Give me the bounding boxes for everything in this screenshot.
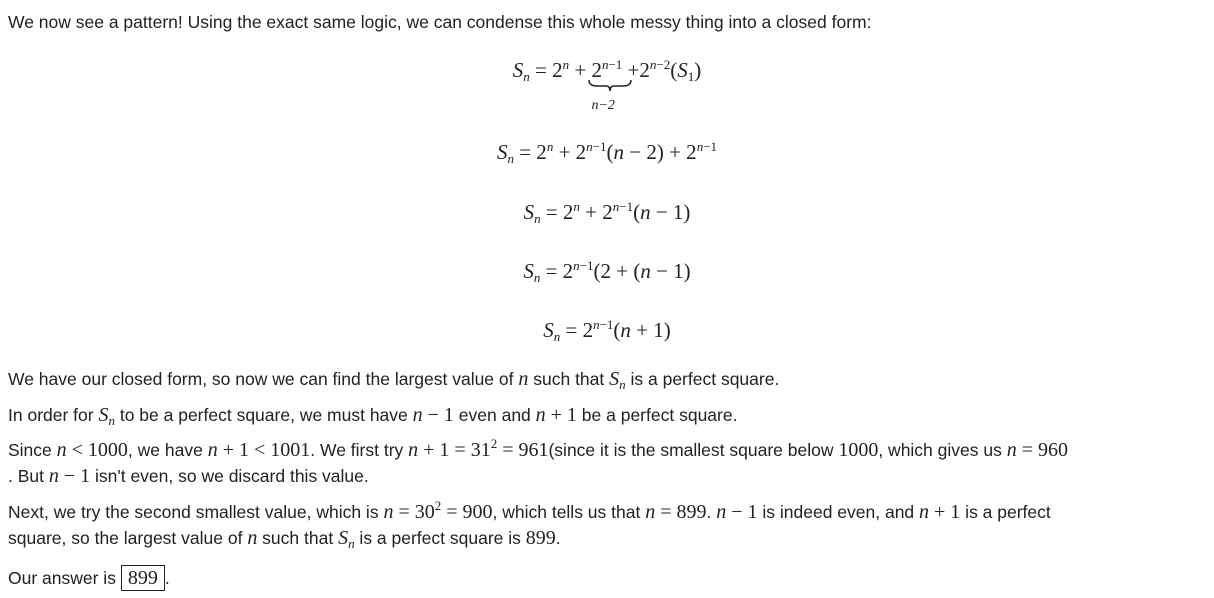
paragraph-closed-form: We have our closed form, so now we can find the largest value of n such that $S_n$ is a perfect square. [8, 368, 780, 392]
answer-box: 899 [121, 565, 165, 591]
equation-1: $S_n = 2^n + 2^{n-1}$ n−2 $+2^{n-2}(S_1)$ [512, 57, 702, 113]
intro-text: We now see a pattern! Using the exact same logic, we can condense this whole messy thing into a closed form: [8, 12, 872, 32]
paragraph-condition: In order for $S_n$ to be a perfect square, we must have n − 1 even and n + 1 be a perfect square. [8, 404, 738, 428]
paragraph-first-try: Since n < 1000, we have n + 1 < 1001. We first try $n + 1 = 31^2$ = 961(since it is the smallest square below 1000, which gives us n = 960 [8, 436, 1068, 461]
underbrace: $2^{n-1}$ n−2 [591, 58, 622, 83]
answer-line: Our answer is 899 . [8, 567, 170, 589]
equation-3: $S_n = 2^n + 2^{n-1}(n - 1)$ [523, 199, 691, 226]
paragraph-second-try-cont: square, so the largest value of n such that $S_n$ is a perfect square is 899. [8, 527, 561, 551]
brace-label: n−2 [591, 98, 615, 113]
equation-5: $S_n = 2^{n-1}(n + 1)$ [543, 317, 671, 344]
paragraph-second-try: Next, we try the second smallest value, which is $n = 30^2 = 900$, which tells us that n = 899. n − 1 is indeed even, and n + 1 is a perfect [8, 498, 1051, 523]
equation-2: $S_n = 2^n + 2^{n-1}(n - 2) + 2^{n-1}$ [496, 139, 718, 166]
equation-4: $S_n = 2^{n-1}(2 + (n - 1)$ [523, 258, 691, 285]
paragraph-first-try-cont: . But n − 1 isn't even, so we discard this value. [8, 465, 369, 487]
